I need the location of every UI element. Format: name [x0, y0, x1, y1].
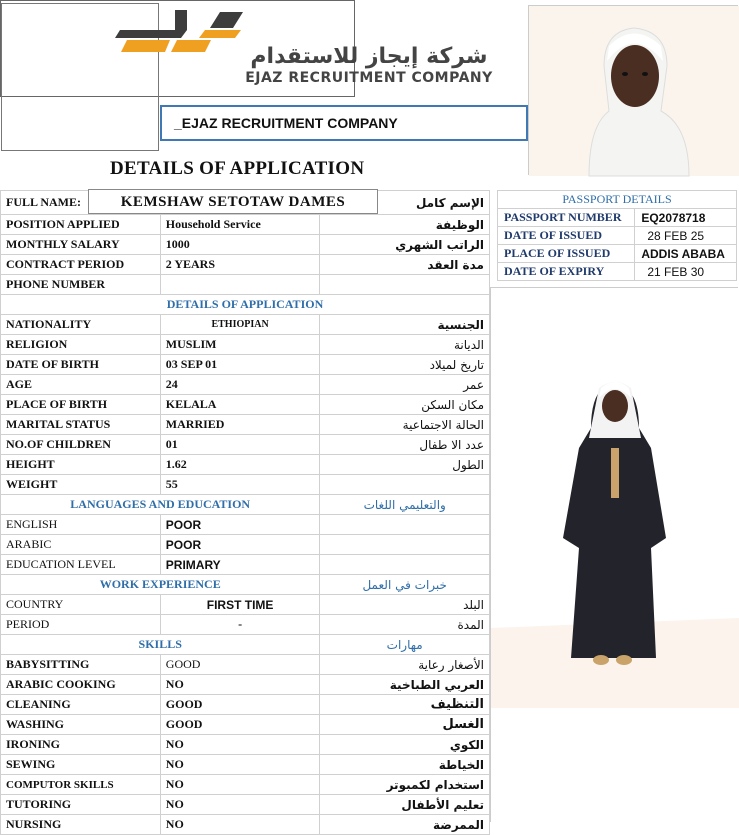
- row-value: 1.62: [160, 455, 320, 475]
- row-label-ar: الطول: [320, 455, 490, 475]
- logo-english-text: EJAZ RECRUITMENT COMPANY: [245, 70, 493, 86]
- row-label: COUNTRY: [1, 595, 161, 615]
- row-value: NO: [160, 735, 320, 755]
- table-row: [1, 515, 490, 535]
- row-label-ar: عدد الا طفال: [320, 435, 490, 455]
- row-value: 03 SEP 01: [160, 355, 320, 375]
- table-row: [1, 215, 490, 235]
- table-row: [1, 235, 490, 255]
- row-value: MARRIED: [160, 415, 320, 435]
- row-label: HEIGHT: [1, 455, 161, 475]
- full-name-label: FULL NAME:: [1, 191, 161, 215]
- row-label-ar: عمر: [320, 375, 490, 395]
- row-label: PLACE OF BIRTH: [1, 395, 161, 415]
- row-value: PRIMARY: [160, 555, 320, 575]
- row-label: DATE OF ISSUED: [498, 227, 635, 245]
- table-row: [1, 315, 490, 335]
- row-value: POOR: [160, 535, 320, 555]
- logo-arabic-text: شركة إيجاز للاستقدام: [250, 44, 488, 69]
- row-value: [160, 275, 320, 295]
- table-row: [1, 255, 490, 275]
- full-body-illustration: [491, 288, 739, 823]
- row-label-ar: الراتب الشهري: [320, 235, 490, 255]
- row-value: NO: [160, 755, 320, 775]
- row-label: NO.OF CHILDREN: [1, 435, 161, 455]
- row-value: 21 FEB 30: [635, 263, 737, 281]
- row-label-ar: الوظيفة: [320, 215, 490, 235]
- row-value: GOOD: [160, 715, 320, 735]
- row-label-ar: [320, 275, 490, 295]
- table-row: [1, 335, 490, 355]
- row-label-ar: مدة العقد: [320, 255, 490, 275]
- details-heading: DETAILS OF APPLICATION: [1, 295, 490, 315]
- table-row: [1, 375, 490, 395]
- row-value: NO: [160, 795, 320, 815]
- row-label-ar: الحالة الاجتماعية: [320, 415, 490, 435]
- section-header: [1, 635, 490, 655]
- row-value: 55: [160, 475, 320, 495]
- row-value: EQ2078718: [635, 209, 737, 227]
- table-row: [498, 227, 737, 245]
- row-value: GOOD: [160, 695, 320, 715]
- row-label: PHONE NUMBER: [1, 275, 161, 295]
- company-banner: [160, 105, 528, 141]
- row-label-ar: مكان السكن: [320, 395, 490, 415]
- table-row: [498, 245, 737, 263]
- languages-heading: LANGUAGES AND EDUCATION: [1, 495, 320, 515]
- row-label-ar: تعليم الأطفال: [320, 795, 490, 815]
- row-label-ar: البلد: [320, 595, 490, 615]
- table-row: [1, 415, 490, 435]
- row-label-ar: [320, 475, 490, 495]
- row-label-ar: الممرضة: [320, 815, 490, 835]
- row-label: MONTHLY SALARY: [1, 235, 161, 255]
- table-row: [498, 209, 737, 227]
- row-label: CONTRACT PERIOD: [1, 255, 161, 275]
- table-row: [1, 755, 490, 775]
- row-label: DATE OF EXPIRY: [498, 263, 635, 281]
- passport-table: [497, 190, 737, 281]
- row-label: IRONING: [1, 735, 161, 755]
- row-value: ETHIOPIAN: [160, 315, 320, 335]
- row-label: EDUCATION LEVEL: [1, 555, 161, 575]
- row-value: NO: [160, 815, 320, 835]
- row-label-ar: الغسل: [320, 715, 490, 735]
- section-header: [1, 575, 490, 595]
- row-value: 01: [160, 435, 320, 455]
- table-row: [1, 695, 490, 715]
- table-row: [1, 715, 490, 735]
- skills-heading-ar: مهارات: [320, 635, 490, 655]
- languages-heading-ar: والتعليمي اللغات: [320, 495, 490, 515]
- row-label-ar: الجنسية: [320, 315, 490, 335]
- row-value: FIRST TIME: [160, 595, 320, 615]
- row-label: POSITION APPLIED: [1, 215, 161, 235]
- table-row: [1, 395, 490, 415]
- row-label: WASHING: [1, 715, 161, 735]
- row-value: 24: [160, 375, 320, 395]
- table-row: [1, 475, 490, 495]
- table-row: [1, 455, 490, 475]
- table-row: [1, 555, 490, 575]
- row-label: WEIGHT: [1, 475, 161, 495]
- experience-heading-ar: خبرات في العمل: [320, 575, 490, 595]
- passport-heading: PASSPORT DETAILS: [498, 191, 737, 209]
- full-name-label-ar: الإسم كامل: [320, 191, 490, 215]
- table-row: [1, 435, 490, 455]
- row-label: NURSING: [1, 815, 161, 835]
- table-row: [1, 795, 490, 815]
- table-row: [1, 655, 490, 675]
- row-label: DATE OF BIRTH: [1, 355, 161, 375]
- row-value: ADDIS ABABA: [635, 245, 737, 263]
- section-header: [498, 191, 737, 209]
- row-label: SEWING: [1, 755, 161, 775]
- row-label: COMPUTOR SKILLS: [1, 775, 161, 795]
- row-value: 1000: [160, 235, 320, 255]
- row-value: 2 YEARS: [160, 255, 320, 275]
- row-label-ar: التنظيف: [320, 695, 490, 715]
- row-label: CLEANING: [1, 695, 161, 715]
- section-header: [1, 295, 490, 315]
- row-label-ar: الديانة: [320, 335, 490, 355]
- row-label-ar: استخدام لكمبوتر: [320, 775, 490, 795]
- row-label-ar: الأصغار رعاية: [320, 655, 490, 675]
- section-header: [1, 495, 490, 515]
- page-title: DETAILS OF APPLICATION: [110, 158, 365, 179]
- row-label: BABYSITTING: [1, 655, 161, 675]
- row-label: AGE: [1, 375, 161, 395]
- row-value: Household Service: [160, 215, 320, 235]
- row-label: TUTORING: [1, 795, 161, 815]
- row-value: NO: [160, 775, 320, 795]
- row-value: GOOD: [160, 655, 320, 675]
- row-label: PLACE OF ISSUED: [498, 245, 635, 263]
- table-row: [498, 263, 737, 281]
- table-row: [1, 815, 490, 835]
- table-row: [1, 355, 490, 375]
- row-label-ar: العربي الطباخية: [320, 675, 490, 695]
- table-row: [1, 735, 490, 755]
- full-body-photo: [490, 287, 738, 822]
- row-label: MARITAL STATUS: [1, 415, 161, 435]
- table-row: [1, 615, 490, 635]
- portrait-photo: [528, 5, 738, 175]
- row-value: KELALA: [160, 395, 320, 415]
- table-row: [1, 775, 490, 795]
- row-label: NATIONALITY: [1, 315, 161, 335]
- row-value: POOR: [160, 515, 320, 535]
- skills-heading: SKILLS: [1, 635, 320, 655]
- table-row: [1, 275, 490, 295]
- row-label: RELIGION: [1, 335, 161, 355]
- table-row: [1, 595, 490, 615]
- table-row: [1, 535, 490, 555]
- row-value: NO: [160, 675, 320, 695]
- row-label-ar: المدة: [320, 615, 490, 635]
- row-label: PASSPORT NUMBER: [498, 209, 635, 227]
- company-banner-text: _EJAZ RECRUITMENT COMPANY: [174, 115, 398, 131]
- table-row: [1, 675, 490, 695]
- row-label: PERIOD: [1, 615, 161, 635]
- full-name-field: KEMSHAW SETOTAW DAMES: [88, 189, 378, 214]
- row-label: ARABIC: [1, 535, 161, 555]
- row-value: 28 FEB 25: [635, 227, 737, 245]
- row-label-ar: الخياطة: [320, 755, 490, 775]
- row-label-ar: الكوي: [320, 735, 490, 755]
- experience-heading: WORK EXPERIENCE: [1, 575, 320, 595]
- application-table: [0, 190, 490, 835]
- row-value: -: [160, 615, 320, 635]
- portrait-illustration: [529, 6, 739, 176]
- row-label: ENGLISH: [1, 515, 161, 535]
- row-label-ar: تاريخ لميلاد: [320, 355, 490, 375]
- row-label: ARABIC COOKING: [1, 675, 161, 695]
- row-value: MUSLIM: [160, 335, 320, 355]
